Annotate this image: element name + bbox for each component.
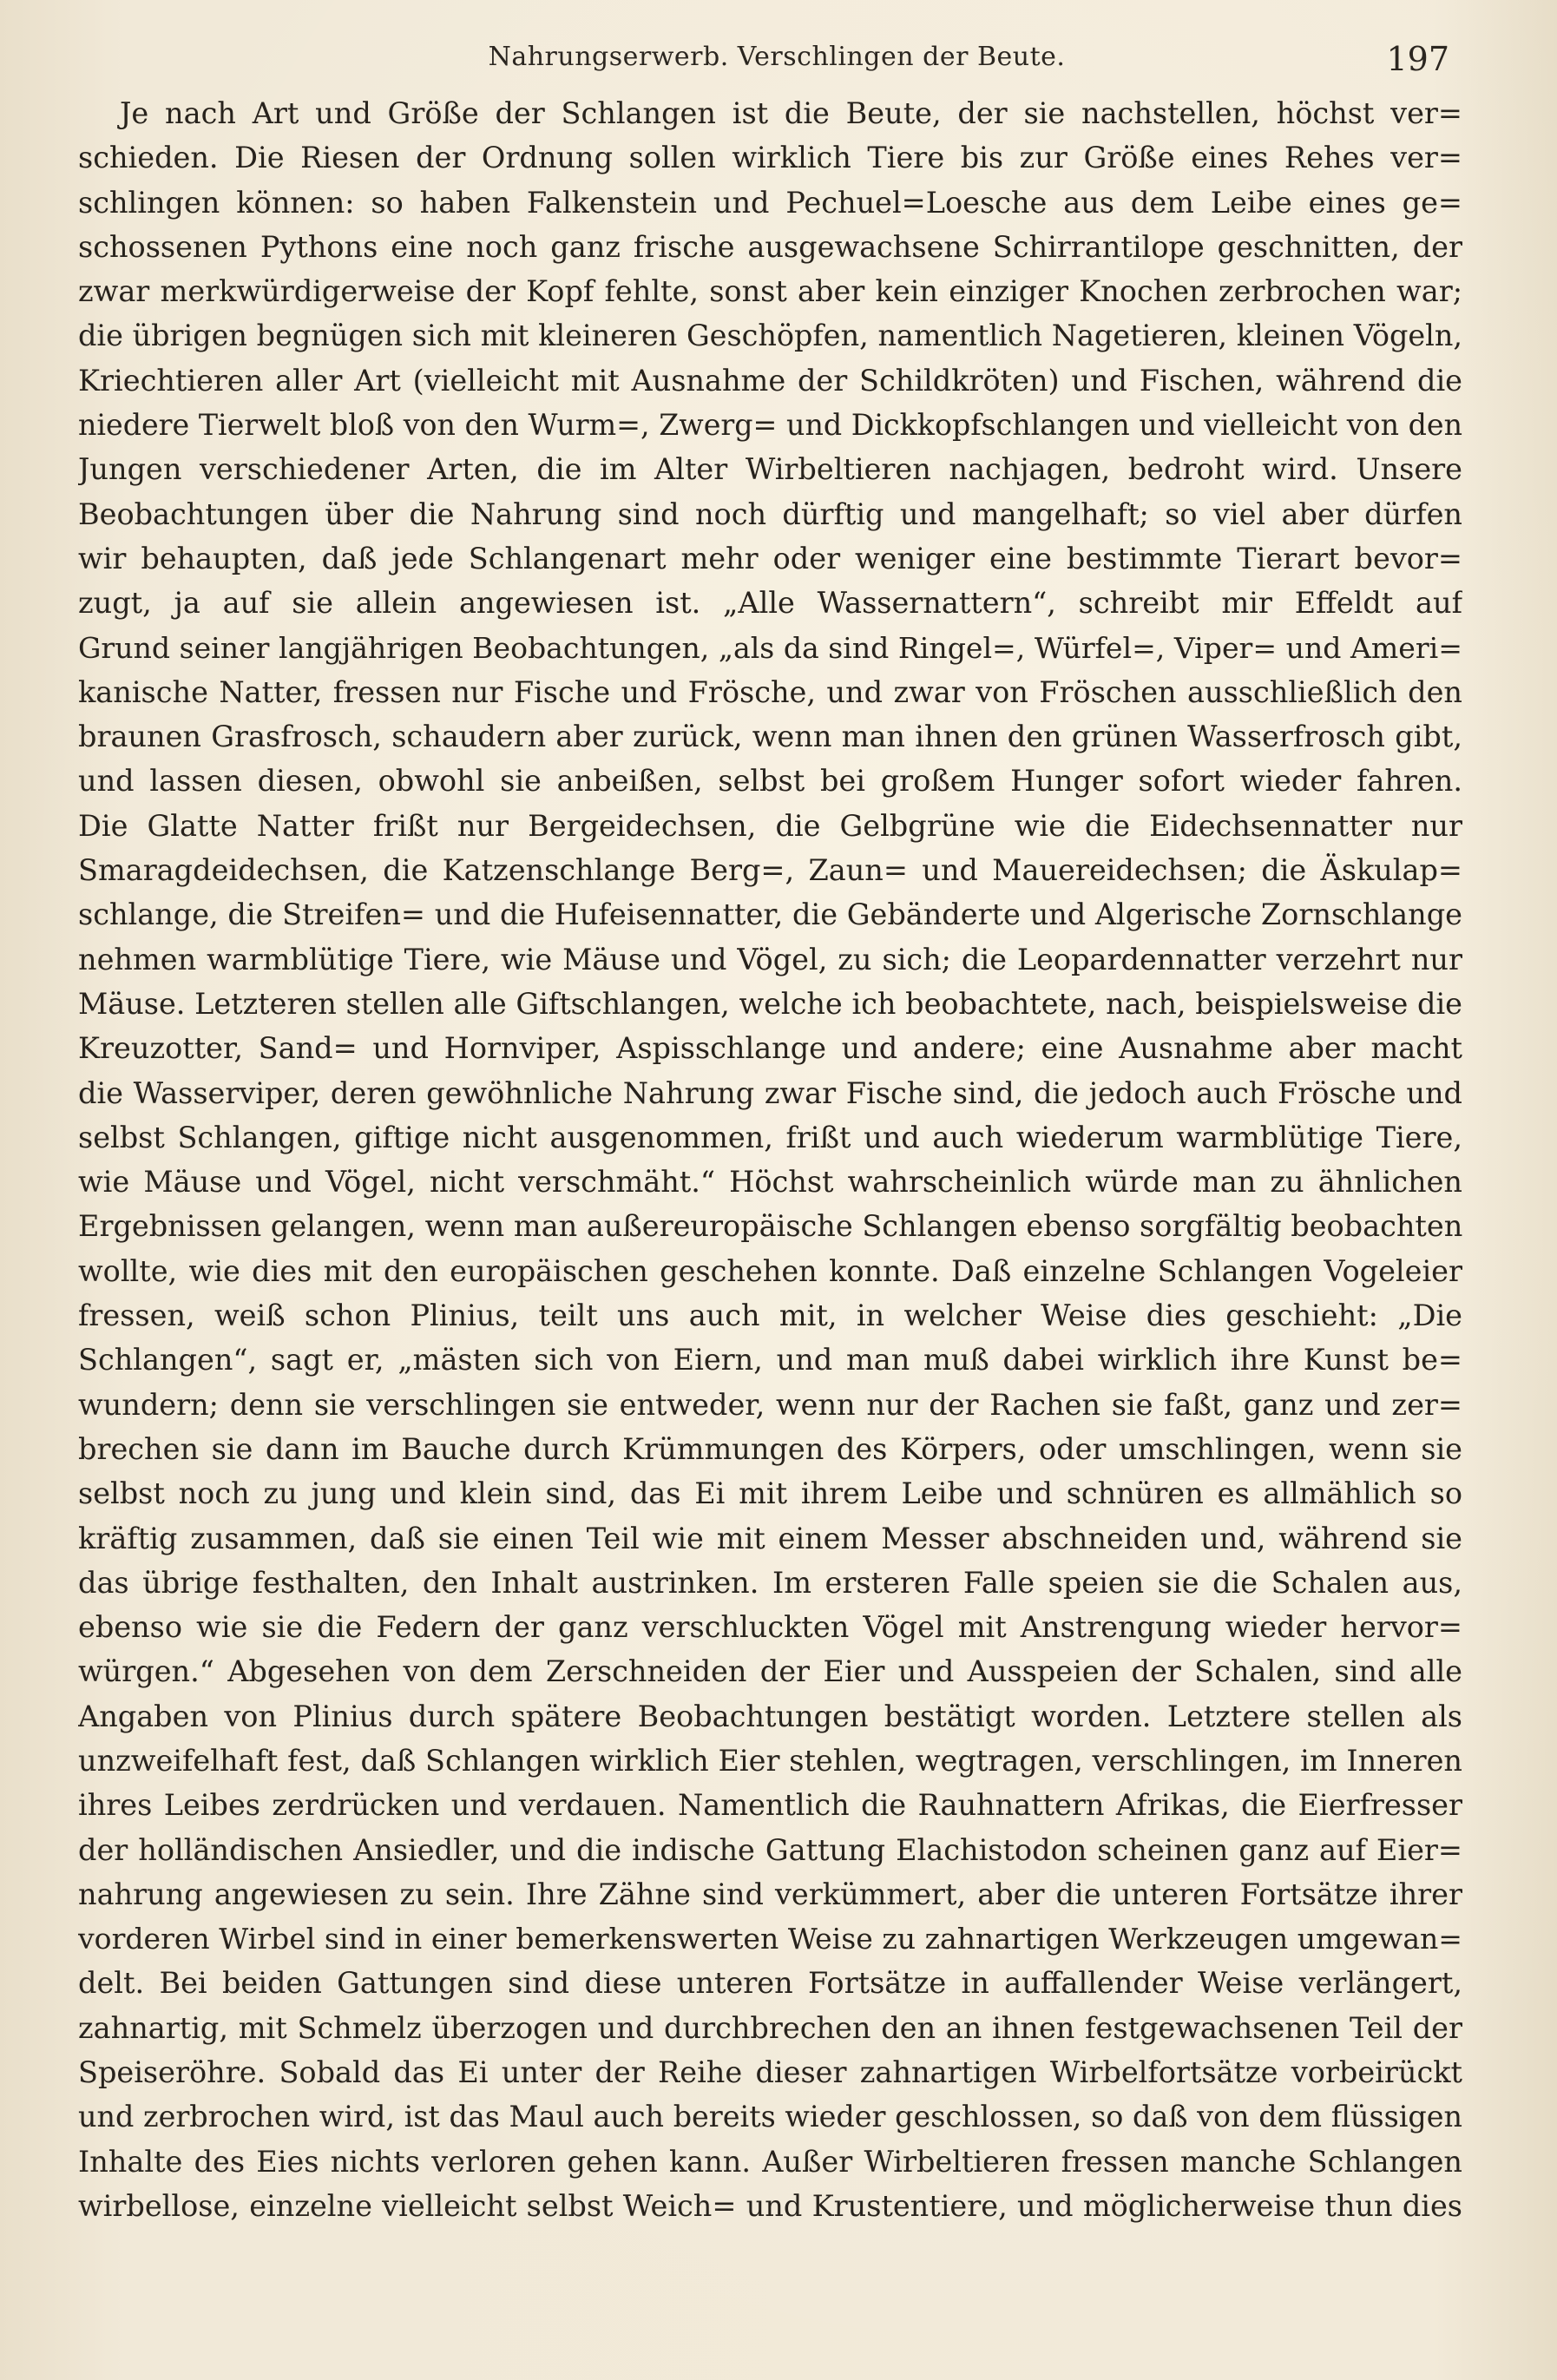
text-line: der holländischen Ansiedler, und die indische Gattung Elachistodon scheinen ganz auf Eier= — [78, 1832, 1462, 1867]
text-line: zugt, ja auf sie allein angewiesen ist. „Alle Wassernattern“, schreibt mir Effeldt auf — [78, 586, 1462, 621]
text-line: Kriechtieren aller Art (vielleicht mit Ausnahme der Schildkröten) und Fischen, während die — [78, 363, 1462, 398]
text-line: die übrigen begnügen sich mit kleineren Geschöpfen, namentlich Nagetieren, kleinen Vögeln, — [78, 319, 1462, 353]
text-line: Die Glatte Natter frißt nur Bergeidechsen, die Gelbgrüne wie die Eidechsennatter nur — [78, 808, 1462, 843]
text-line: kanische Natter, fressen nur Fische und Frösche, und zwar von Fröschen ausschließlich den — [78, 674, 1462, 709]
text-line: unzweifelhaft fest, daß Schlangen wirklich Eier stehlen, wegtragen, verschlingen, im Inneren — [78, 1743, 1462, 1778]
text-line: Beobachtungen über die Nahrung sind noch dürftig und mangelhaft; so viel aber dürfen — [78, 496, 1462, 531]
running-title: Nahrungserwerb. Verschlingen der Beute. — [488, 42, 1066, 72]
text-line: Schlangen“, sagt er, „mästen sich von Eiern, und man muß dabei wirklich ihre Kunst be= — [78, 1343, 1462, 1377]
text-line: Mäuse. Letzteren stellen alle Giftschlangen, welche ich beobachtete, nach, beispielsweise die — [78, 986, 1462, 1021]
text-line: niedere Tierwelt bloß von den Wurm=, Zwerg= und Dickkopfschlangen und vielleicht von den — [78, 408, 1462, 443]
text-line: und lassen diesen, obwohl sie anbeißen, selbst bei großem Hunger sofort wieder fahren. — [78, 764, 1462, 799]
text-line: das übrige festhalten, den Inhalt austrinken. Im ersteren Falle speien sie die Schalen aus, — [78, 1565, 1462, 1600]
text-line: die Wasserviper, deren gewöhnliche Nahrung zwar Fische sind, die jedoch auch Frösche und — [78, 1075, 1462, 1110]
text-line: vorderen Wirbel sind in einer bemerkenswerten Weise zu zahnartigen Werkzeugen umgewan= — [78, 1922, 1462, 1956]
text-line: selbst Schlangen, giftige nicht ausgenommen, frißt und auch wiederum warmblütige Tiere, — [78, 1120, 1462, 1154]
text-line: schossenen Pythons eine noch ganz frische ausgewachsene Schirrantilope geschnitten, der — [78, 229, 1462, 264]
text-line: Speiseröhre. Sobald das Ei unter der Reihe dieser zahnartigen Wirbelfortsätze vorbeirückt — [78, 2055, 1462, 2090]
text-line: Smaragdeidechsen, die Katzenschlange Berg=, Zaun= und Mauereidechsen; die Äskulap= — [78, 853, 1462, 888]
running-head — [78, 26, 1475, 78]
text-line: schlange, die Streifen= und die Hufeisennatter, die Gebänderte und Algerische Zornschlange — [78, 897, 1462, 932]
text-line: schieden. Die Riesen der Ordnung sollen wirklich Tiere bis zur Größe eines Rehes ver= — [78, 141, 1462, 175]
text-line: nehmen warmblütige Tiere, wie Mäuse und Vögel, zu sich; die Leopardennatter verzehrt nur — [78, 942, 1462, 976]
text-line: delt. Bei beiden Gattungen sind diese unteren Fortsätze in auffallender Weise verlängert, — [78, 1966, 1462, 2001]
text-line: ebenso wie sie die Federn der ganz verschluckten Vögel mit Anstrengung wieder hervor= — [78, 1610, 1462, 1645]
text-line: selbst noch zu jung und klein sind, das Ei mit ihrem Leibe und schnüren es allmählich so — [78, 1476, 1462, 1511]
text-line: fressen, weiß schon Plinius, teilt uns auch mit, in welcher Weise dies geschieht: „Die — [78, 1298, 1462, 1333]
text-line: kräftig zusammen, daß sie einen Teil wie mit einem Messer abschneiden und, während sie — [78, 1521, 1462, 1555]
text-line: Jungen verschiedener Arten, die im Alter Wirbeltieren nachjagen, bedroht wird. Unsere — [78, 452, 1462, 487]
text-line: wollte, wie dies mit den europäischen geschehen konnte. Daß einzelne Schlangen Vogeleier — [78, 1253, 1462, 1288]
text-line: würgen.“ Abgesehen von dem Zerschneiden der Eier und Ausspeien der Schalen, sind alle — [78, 1654, 1462, 1689]
text-line: brechen sie dann im Bauche durch Krümmungen des Körpers, oder umschlingen, wenn sie — [78, 1431, 1462, 1466]
text-line: schlingen können: so haben Falkenstein und Pechuel=Loesche aus dem Leibe eines ge= — [78, 185, 1462, 220]
text-line: Je nach Art und Größe der Schlangen ist die Beute, der sie nachstellen, höchst ver= — [120, 96, 1462, 130]
text-line: wir behaupten, daß jede Schlangenart mehr oder weniger eine bestimmte Tierart bevor= — [78, 541, 1462, 575]
text-line: Grund seiner langjährigen Beobachtungen, „als da sind Ringel=, Würfel=, Viper= und Ameri= — [78, 630, 1462, 665]
text-line: Inhalte des Eies nichts verloren gehen kann. Außer Wirbeltieren fressen manche Schlangen — [78, 2144, 1462, 2179]
text-line: wundern; denn sie verschlingen sie entweder, wenn nur der Rachen sie faßt, ganz und zer= — [78, 1387, 1462, 1422]
text-line: und zerbrochen wird, ist das Maul auch bereits wieder geschlossen, so daß von dem flüssigen — [78, 2100, 1462, 2134]
text-line: Ergebnissen gelangen, wenn man außereuropäische Schlangen ebenso sorgfältig beobachten — [78, 1209, 1462, 1244]
text-line: braunen Grasfrosch, schaudern aber zurück, wenn man ihnen den grünen Wasserfrosch gibt, — [78, 720, 1462, 754]
body-text — [78, 91, 1462, 2228]
text-line: zwar merkwürdigerweise der Kopf fehlte, sonst aber kein einziger Knochen zerbrochen war; — [78, 274, 1462, 309]
page-number: 197 — [1386, 40, 1449, 78]
text-line: Angaben von Plinius durch spätere Beobachtungen bestätigt worden. Letztere stellen als — [78, 1699, 1462, 1733]
text-line: ihres Leibes zerdrücken und verdauen. Namentlich die Rauhnattern Afrikas, die Eierfresser — [78, 1788, 1462, 1823]
text-line: wie Mäuse und Vögel, nicht verschmäht.“ Höchst wahrscheinlich würde man zu ähnlichen — [78, 1165, 1462, 1200]
text-line: zahnartig, mit Schmelz überzogen und durchbrechen den an ihnen festgewachsenen Teil der — [78, 2010, 1462, 2045]
text-line: nahrung angewiesen zu sein. Ihre Zähne sind verkümmert, aber die unteren Fortsätze ihrer — [78, 1877, 1462, 1911]
text-line: wirbellose, einzelne vielleicht selbst Weich= und Krustentiere, und möglicherweise thun dies — [78, 2188, 1462, 2223]
text-line: Kreuzotter, Sand= und Hornviper, Aspisschlange und andere; eine Ausnahme aber macht — [78, 1031, 1462, 1066]
